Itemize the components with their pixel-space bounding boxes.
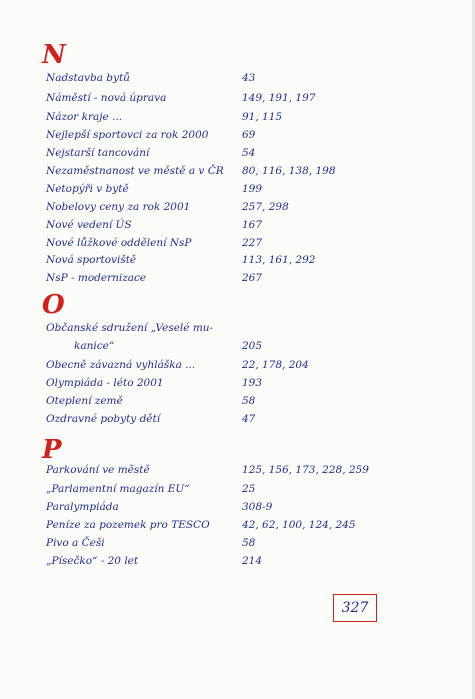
entry-term: Názor kraje ... (46, 111, 123, 123)
entry-pages: 91, 115 (242, 111, 283, 123)
index-entry (46, 109, 446, 125)
entry-term: Netopýři v bytě (46, 183, 129, 195)
entry-term: Nejlepší sportovci za rok 2000 (46, 129, 209, 141)
index-entry (46, 357, 446, 373)
entry-pages: 227 (242, 237, 263, 249)
entry-term: Občanské sdružení „Veselé mu- (46, 322, 214, 334)
entry-pages: 58 (242, 537, 256, 549)
section-letter-p: P (42, 435, 62, 465)
entry-pages: 42, 62, 100, 124, 245 (242, 519, 356, 531)
entry-term: Nejstarší tancování (46, 147, 150, 159)
index-entry (46, 553, 446, 569)
entry-pages: 80, 116, 138, 198 (242, 165, 336, 177)
entry-pages: 54 (242, 147, 256, 159)
entry-term: Oteplení země (46, 395, 123, 407)
entry-term: „Písečko“ - 20 let (46, 555, 139, 567)
entry-term: Peníze za pozemek pro TESCO (46, 519, 210, 531)
index-entry (46, 90, 446, 106)
entry-pages: 69 (242, 129, 256, 141)
index-entry (46, 270, 446, 286)
index-entry (46, 481, 446, 497)
index-entry (46, 235, 446, 251)
entry-term: Obecně závazná vyhláška ... (46, 359, 196, 371)
index-entry (46, 320, 446, 336)
entry-term: Nadstavba bytů (46, 72, 130, 84)
index-entry (46, 517, 446, 533)
index-entry (46, 393, 446, 409)
entry-pages: 214 (242, 555, 263, 567)
index-entry (46, 252, 446, 268)
entry-term: Nová sportoviště (46, 254, 137, 266)
index-entry (46, 338, 446, 354)
entry-term: Parkování ve městě (46, 464, 150, 476)
entry-term: Olympiáda - léto 2001 (46, 377, 164, 389)
entry-term: NsP - modernizace (46, 272, 147, 284)
index-entry (46, 70, 446, 86)
entry-pages: 149, 191, 197 (242, 92, 316, 104)
entry-pages: 47 (242, 413, 256, 425)
entry-pages: 125, 156, 173, 228, 259 (242, 464, 369, 476)
index-entry (46, 163, 446, 179)
entry-pages: 308-9 (242, 501, 273, 513)
index-entry (46, 199, 446, 215)
entry-term: Paralympiáda (46, 501, 119, 513)
entry-term: Nové lůžkové oddělení NsP (46, 237, 192, 249)
section-letter-n: N (42, 40, 66, 70)
entry-pages: 58 (242, 395, 256, 407)
entry-pages: 193 (242, 377, 263, 389)
entry-pages: 199 (242, 183, 263, 195)
index-entry (46, 217, 446, 233)
page-number: 327 (333, 594, 377, 622)
entry-term: Pivo a Češi (46, 537, 105, 549)
entry-term: kanice“ (74, 340, 115, 352)
entry-pages: 22, 178, 204 (242, 359, 309, 371)
index-entry (46, 411, 446, 427)
entry-pages: 43 (242, 72, 256, 84)
entry-pages: 167 (242, 219, 263, 231)
index-entry (46, 535, 446, 551)
entry-term: „Parlamentní magazín EU“ (46, 483, 190, 495)
entry-pages: 257, 298 (242, 201, 289, 213)
index-entry (46, 375, 446, 391)
index-entry (46, 462, 446, 478)
index-entry (46, 499, 446, 515)
entry-pages: 267 (242, 272, 263, 284)
entry-pages: 205 (242, 340, 263, 352)
entry-pages: 25 (242, 483, 256, 495)
entry-term: Náměstí - nová úprava (46, 92, 167, 104)
entry-term: Nezaměstnanost ve městě a v ČR (46, 165, 224, 177)
entry-term: Ozdravné pobyty dětí (46, 413, 161, 425)
entry-pages: 113, 161, 292 (242, 254, 316, 266)
entry-term: Nové vedení ÚS (46, 219, 132, 231)
index-entry (46, 181, 446, 197)
index-entry (46, 127, 446, 143)
entry-term: Nobelovy ceny za rok 2001 (46, 201, 191, 213)
section-letter-o: O (42, 290, 65, 320)
index-entry (46, 145, 446, 161)
